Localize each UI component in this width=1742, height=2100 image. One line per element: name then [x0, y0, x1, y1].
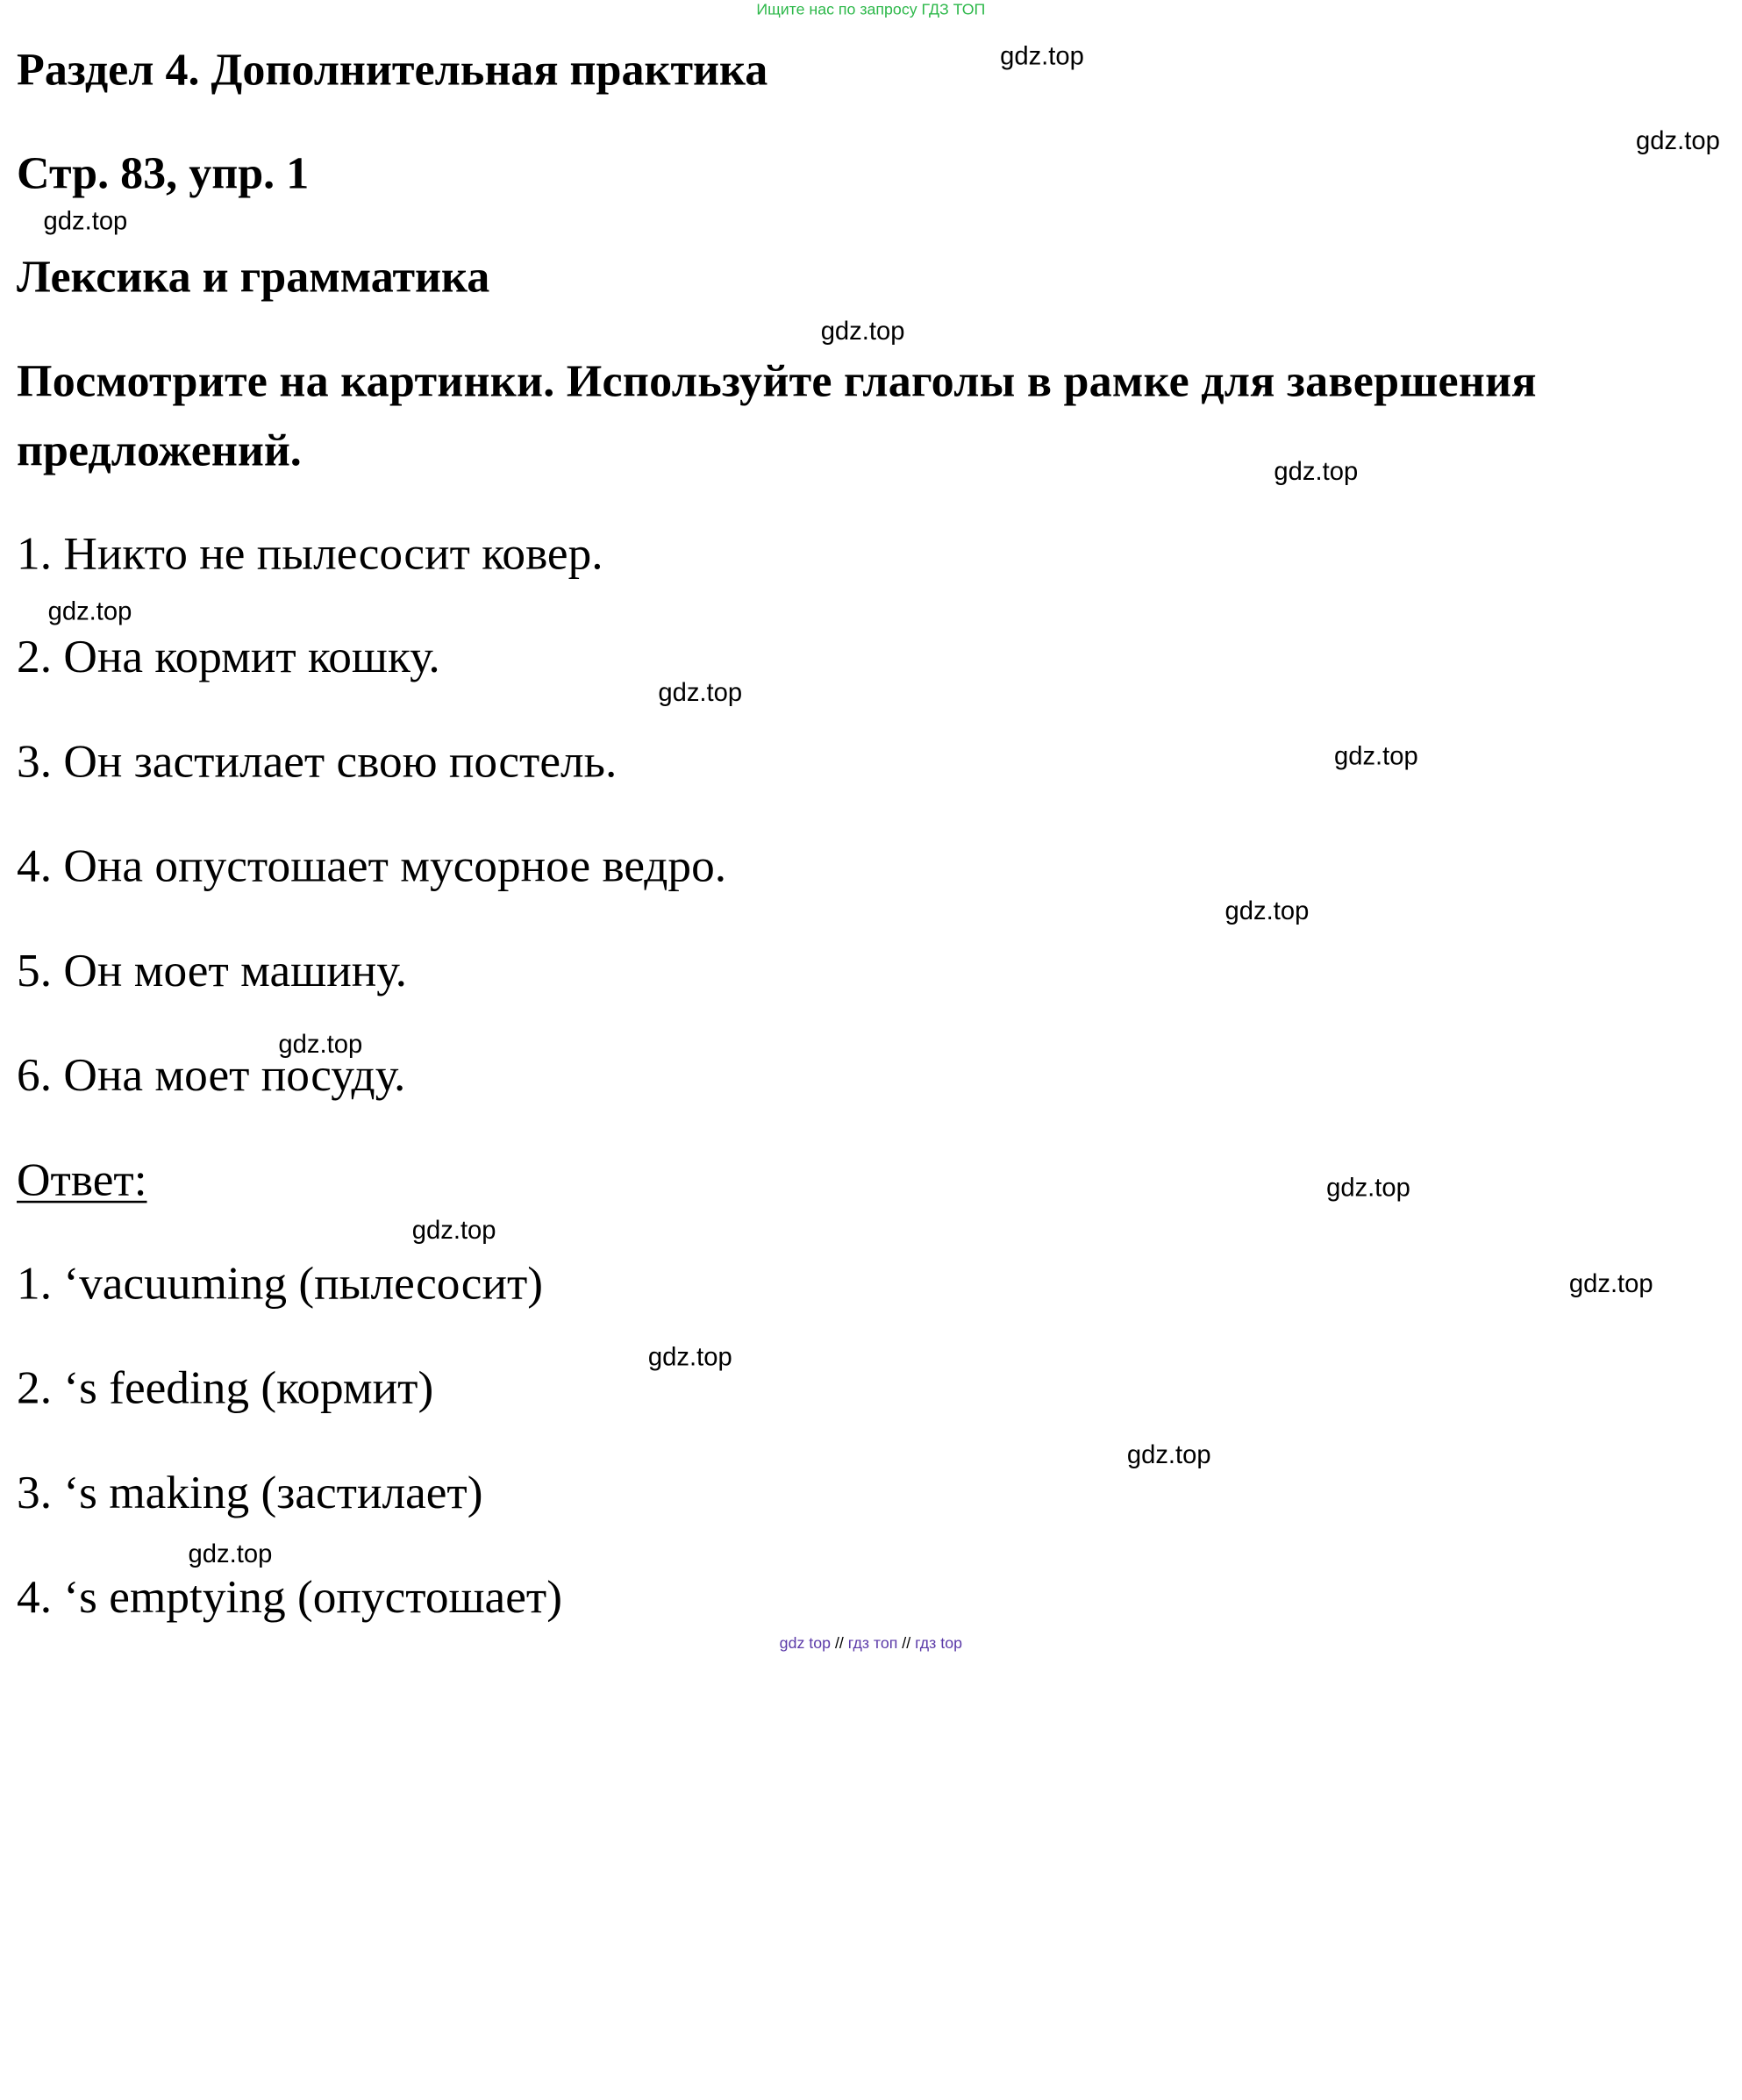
bottom-link-gdz-top-mixed[interactable]: гдз top [915, 1633, 962, 1652]
watermark: gdz.top [278, 1029, 363, 1059]
answer-label: Ответ: [17, 1154, 147, 1207]
subheading: Лексика и грамматика [17, 250, 490, 302]
watermark: gdz.top [1000, 40, 1084, 70]
instruction-line-1: Посмотрите на картинки. Используйте глаголы в рамке для завершения [17, 354, 1537, 407]
watermark: gdz.top [647, 1341, 732, 1371]
watermark: gdz.top [47, 596, 132, 625]
answer-3: 3. ‘s making (застилает) [17, 1468, 483, 1519]
section-title: Раздел 4. Дополнительная практика [17, 43, 768, 95]
watermark: gdz.top [1326, 1173, 1410, 1203]
sentence-4: 4. Она опустошает мусорное ведро. [17, 841, 727, 893]
sentence-2: 2. Она кормит кошку. [17, 632, 440, 683]
bottom-links [0, 1633, 1742, 1651]
top-banner[interactable]: Ищите нас по запросу ГДЗ ТОП [756, 0, 986, 18]
watermark: gdz.top [820, 316, 905, 346]
bottom-link-separator: // [902, 1633, 911, 1652]
answer-4: 4. ‘s emptying (опустошает) [17, 1572, 562, 1624]
sentence-5: 5. Он моет машину. [17, 946, 407, 997]
sentence-3: 3. Он застилает свою постель. [17, 736, 618, 789]
bottom-link-gdz-top-ru[interactable]: гдз топ [847, 1633, 898, 1652]
answer-1: 1. ‘vacuuming (пылесосит) [17, 1258, 544, 1311]
instruction-line-2: предложений. [17, 424, 302, 475]
bottom-link-gdz-top[interactable]: gdz top [779, 1633, 832, 1652]
bottom-link-separator: // [834, 1633, 844, 1652]
watermark: gdz.top [1224, 896, 1310, 925]
watermark: gdz.top [1126, 1439, 1211, 1469]
watermark: gdz.top [658, 677, 743, 707]
watermark: gdz.top [411, 1215, 496, 1245]
watermark: gdz.top [1568, 1268, 1653, 1298]
watermark: gdz.top [1274, 456, 1359, 486]
watermark: gdz.top [43, 205, 128, 235]
page-exercise-heading: Стр. 83, упр. 1 [17, 146, 310, 198]
watermark: gdz.top [188, 1539, 273, 1568]
watermark: gdz.top [1333, 740, 1418, 770]
watermark: gdz.top [1636, 125, 1720, 155]
answer-2: 2. ‘s feeding (кормит) [17, 1363, 434, 1415]
sentence-1: 1. Никто не пылесосит ковер. [17, 528, 603, 580]
sentence-6: 6. Она моет посуду. [17, 1050, 406, 1102]
